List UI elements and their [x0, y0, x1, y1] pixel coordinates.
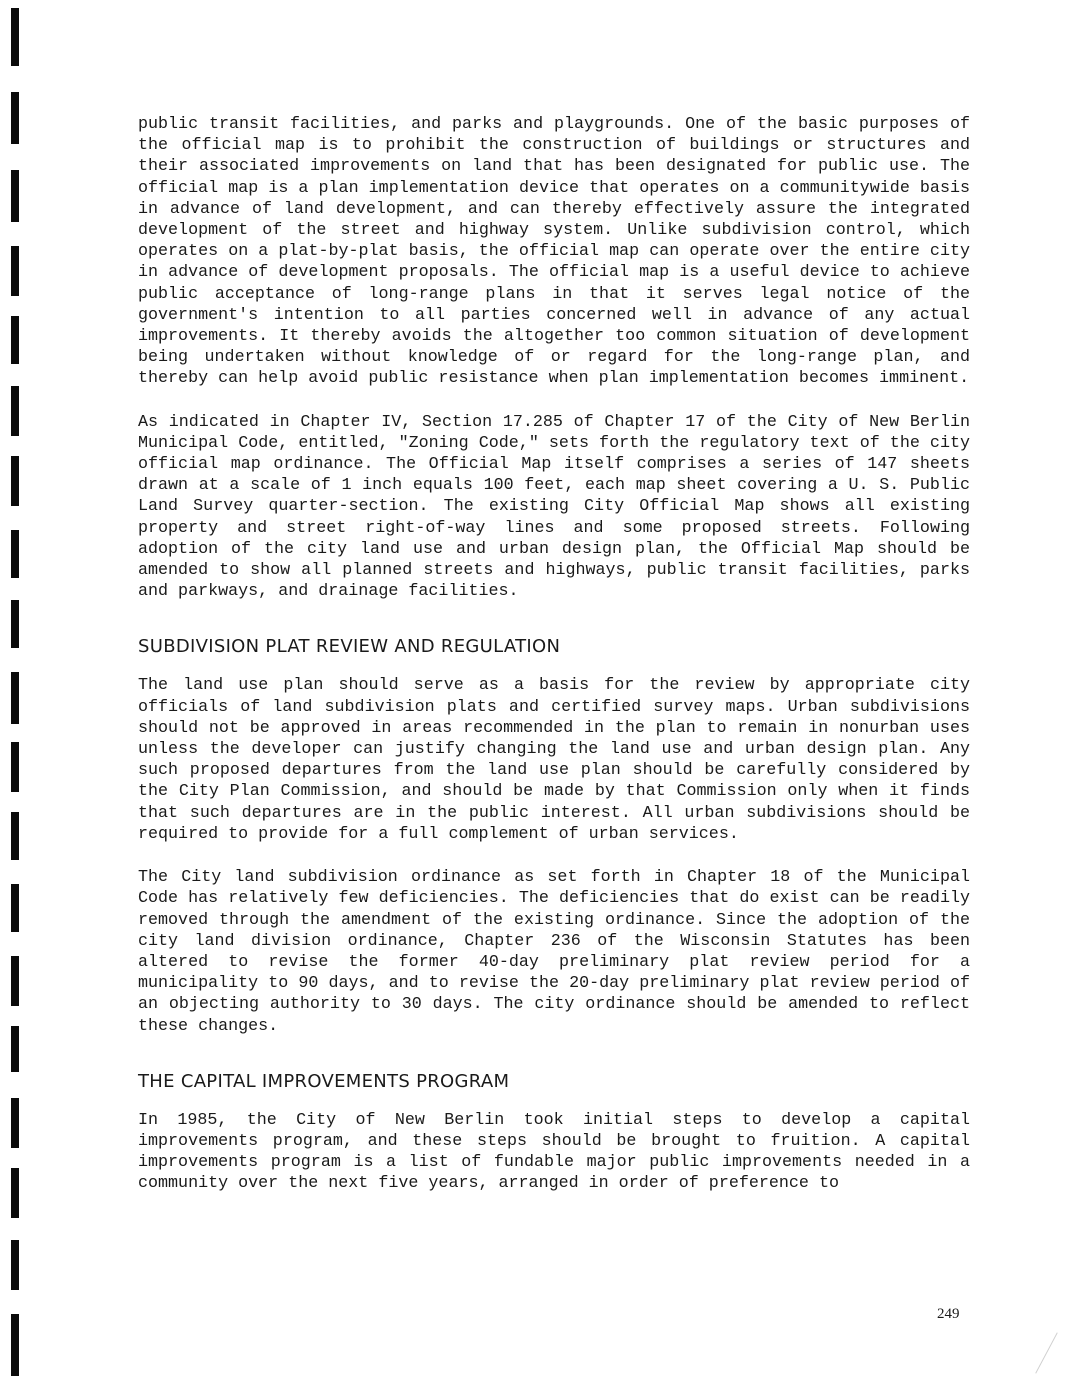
binding-mark	[11, 92, 19, 144]
section-heading-subdivision: SUBDIVISION PLAT REVIEW AND REGULATION	[138, 636, 561, 658]
scan-artifact	[1035, 1332, 1057, 1373]
binding-mark	[11, 884, 19, 932]
binding-mark	[11, 742, 19, 792]
binding-mark	[11, 8, 19, 66]
paragraph-capital-improvements: In 1985, the City of New Berlin took initial steps to develop a capital improvements program, and these steps should be brought to fruition. A capital improvements program is a list of fundable major public improvements needed in a community over the next five years, arranged in order of preference to	[138, 1110, 970, 1194]
binding-mark	[11, 1026, 19, 1072]
page-body	[138, 114, 970, 1217]
binding-mark	[11, 672, 19, 724]
binding-mark	[11, 600, 19, 648]
binding-mark	[11, 1314, 19, 1376]
paragraph-official-map: public transit facilities, and parks and playgrounds. One of the basic purposes of the official map is to prohibit the construction of buildings or structures and their associated improvements on land that has been designated for public use. The official map is a plan implementation device that operates on a communitywide basis in advance of land development, and can thereby effectively assure the integrated development of the street and highway system. Unlike subdivision control, which operates on a plat-by-plat basis, the official map can operate over the entire city in advance of development proposals. The official map is a useful device to achieve public acceptance of long-range plans in that it serves legal notice of the government's intention to all parties concerned well in advance of any actual improvements. It thereby avoids the altogether too common situation of development being undertaken without knowledge of or regard for the long-range plan, and thereby can help avoid public resistance when plan implementation becomes imminent.	[138, 115, 970, 389]
binding-mark	[11, 1240, 19, 1290]
binding-mark	[11, 316, 19, 364]
paragraph-subdivision-ordinance: The City land subdivision ordinance as set forth in Chapter 18 of the Municipal Code has relatively few deficiencies. The deficiencies that do exist can be readily removed through the amendment of the existing ordinance. Since the adoption of the city land division ordinance, Chapter 236 of the Wisconsin Statutes has been altered to revise the former 40-day preliminary plat review period for a municipality to 90 days, and to revise the 20-day preliminary plat review period of an objecting authority to 30 days. The city ordinance should be amended to reflect these changes.	[138, 868, 970, 1036]
paragraph-official-map-ordinance: As indicated in Chapter IV, Section 17.285 of Chapter 17 of the City of New Berlin Municipal Code, entitled, "Zoning Code," sets forth the regulatory text of the city official map ordinance. The Official Map itself comprises a series of 147 sheets drawn at a scale of 1 inch equals 100 feet, each map sheet covering a U. S. Public Land Survey quarter-section. The existing City Official Map shows all existing property and street right-of-way lines and some proposed streets. Following adoption of the city land use and urban design plan, the Official Map should be amended to show all planned streets and highways, public transit facilities, parks and parkways, and drainage facilities.	[138, 412, 970, 602]
binding-mark	[11, 956, 19, 1006]
section-heading-capital-improvements: THE CAPITAL IMPROVEMENTS PROGRAM	[138, 1070, 510, 1092]
binding-mark	[11, 170, 19, 222]
binding-mark	[11, 1168, 19, 1218]
binding-mark	[11, 812, 19, 860]
binding-mark	[11, 530, 19, 578]
page-number: 249	[937, 1306, 960, 1322]
binding-mark	[11, 246, 19, 296]
paragraph-subdivision-review: The land use plan should serve as a basis for the review by appropriate city officials of land subdivision plats and certified survey maps. Urban subdivisions should not be approved in areas recommended in the plan to remain in nonurban uses unless the developer can justify changing the land use and urban design plan. Any such proposed departures from the land use plan should be carefully considered by the City Plan Commission, and should be made by that Commission only when it finds that such departures are in the public interest. All urban subdivisions should be required to provide for a full complement of urban services.	[138, 676, 970, 844]
binding-mark	[11, 1098, 19, 1148]
binding-marks	[0, 0, 40, 1380]
binding-mark	[11, 386, 19, 436]
binding-mark	[11, 456, 19, 506]
